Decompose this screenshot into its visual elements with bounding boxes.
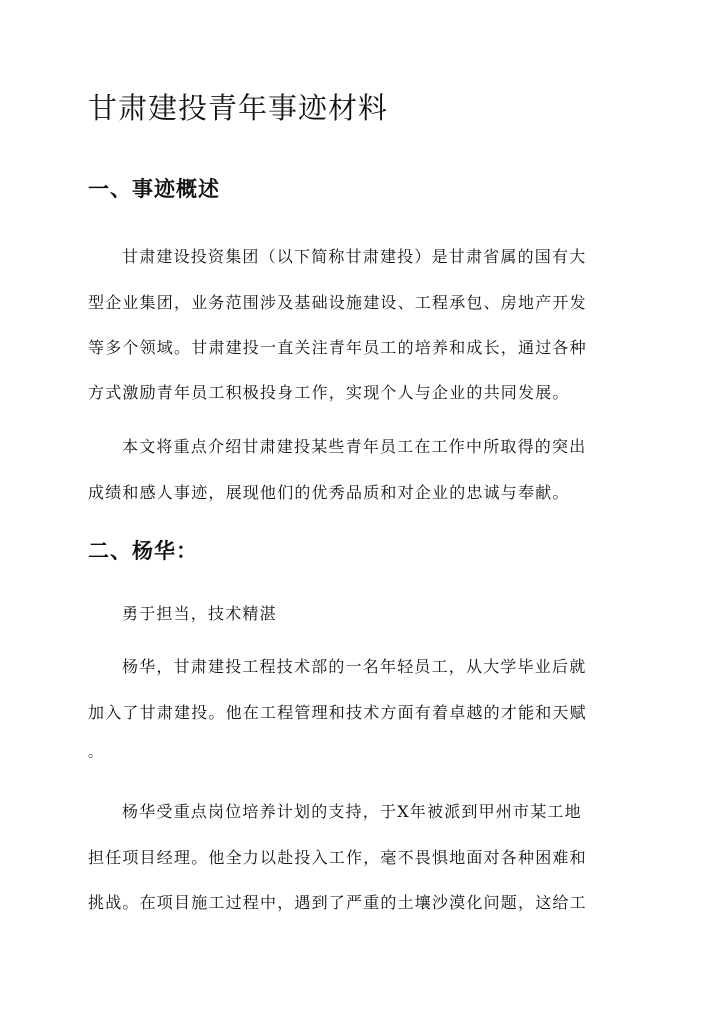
paragraph-line: 杨华，甘肃建投工程技术部的一名年轻员工，从大学毕业后就 [122, 657, 587, 676]
section-subtitle: 勇于担当，技术精湛 [122, 604, 277, 623]
section-heading-overview: 一、事迹概述 [88, 176, 220, 201]
document-title: 甘肃建投青年事迹材料 [88, 91, 389, 125]
paragraph-line: 成绩和感人事迹，展现他们的优秀品质和对企业的忠诚与奉献。 [88, 483, 570, 502]
paragraph-line: 挑战。在项目施工过程中，遇到了严重的土壤沙漠化问题，这给工 [88, 893, 587, 912]
paragraph-line: 杨华受重点岗位培养计划的支持，于X年被派到甲州市某工地 [122, 802, 582, 821]
paragraph-line: 本文将重点介绍甘肃建投某些青年员工在工作中所取得的突出 [122, 437, 587, 456]
paragraph-line: 。 [88, 745, 104, 761]
paragraph-line: 甘肃建设投资集团（以下简称甘肃建投）是甘肃省属的国有大 [122, 247, 587, 266]
paragraph-line: 型企业集团，业务范围涉及基础设施建设、工程承包、房地产开发 [88, 293, 587, 312]
paragraph-line: 等多个领域。甘肃建投一直关注青年员工的培养和成长，通过各种 [88, 338, 587, 357]
section-heading-yanghua: 二、杨华： [88, 538, 198, 563]
paragraph-line: 担任项目经理。他全力以赴投入工作，毫不畏惧地面对各种困难和 [88, 848, 587, 867]
paragraph-line: 加入了甘肃建投。他在工程管理和技术方面有着卓越的才能和天赋 [88, 703, 587, 722]
paragraph-line: 方式激励青年员工积极投身工作，实现个人与企业的共同发展。 [88, 383, 570, 402]
